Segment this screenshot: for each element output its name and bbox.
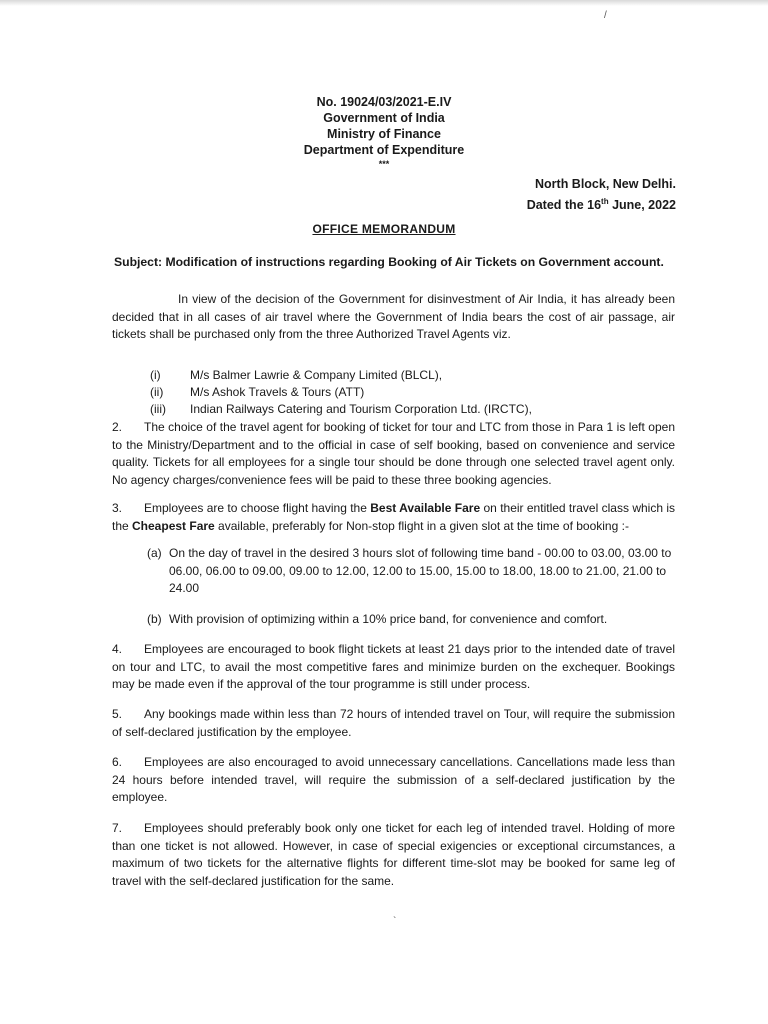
paragraph-number: 4.: [112, 642, 123, 656]
list-item: [150, 401, 670, 418]
separator-stars: ***: [378, 159, 390, 169]
paragraph-number: 7.: [112, 821, 123, 835]
sub-item-label: (b): [147, 612, 162, 626]
paragraph-7: [112, 820, 675, 890]
scan-edge-shadow: [0, 0, 768, 6]
sub-item-label: (a): [147, 546, 162, 560]
list-item-text: M/s Ashok Travels & Tours (ATT): [190, 385, 365, 399]
list-item-text: M/s Balmer Lawrie & Company Limited (BLCL),: [190, 368, 443, 382]
sub-item-b: [147, 611, 677, 629]
list-item-number: (ii): [150, 385, 164, 399]
paragraph-text: Employees are to choose flight having the: [144, 501, 371, 515]
paragraph-number: 6.: [112, 755, 123, 769]
date-superscript: th: [601, 197, 609, 206]
memo-title: OFFICE MEMORANDUM: [312, 222, 456, 236]
place-date-block: [527, 176, 676, 214]
paragraph-text: Employees are encouraged to book flight tickets at least 21 days prior to the intended date of travel on tour and LTC, to avail the most competitive fares and minimize burden on the exchequer. Bookings may be made even if the approval of the tour programme is still under process.: [112, 642, 675, 691]
list-item: [150, 367, 670, 384]
bold-phrase: Cheapest Fare: [132, 518, 215, 533]
subject-line: Subject: Modification of instructions regarding Booking of Air Tickets on Government account.: [114, 255, 664, 269]
place-line: North Block, New Delhi.: [535, 177, 676, 191]
government-line: Government of India: [323, 111, 445, 125]
paragraph-text: available, preferably for Non-stop flight in a given slot at the time of booking :-: [214, 518, 629, 533]
sub-item-text: On the day of travel in the desired 3 hours slot of following time band - 00.00 to 03.00, 03.00 to 06.00, 06.00 to 09.00, 09.00 to 12.00, 12.00 to 15.00, 15.00 to 18.00, 18.00 to 21.00, 21.00 to 24.00: [169, 546, 672, 595]
paragraph-text: Any bookings made within less than 72 hours of intended travel on Tour, will require the submission of self-declared justification by the employee.: [112, 707, 675, 739]
agent-list: [150, 367, 670, 418]
list-item-number: (i): [150, 368, 161, 382]
paragraph-number: 3.: [112, 501, 123, 515]
scan-speck: `: [393, 916, 397, 927]
list-item-number: (iii): [150, 402, 166, 416]
paragraph-text: The choice of the travel agent for booking of ticket for tour and LTC from those in Para 1 is left open to the Ministry/Department and to the official in case of self booking, based on convenience and service quality. Tickets for all employees for a single tour should be done through one selected travel agent only. No agency charges/convenience fees will be paid to these three booking agencies.: [112, 420, 675, 487]
paragraph-text: Employees are also encouraged to avoid unnecessary cancellations. Cancellations made less than 24 hours before intended travel, will require the submission of a self-declared justification by the employee.: [112, 755, 675, 804]
date-prefix: Dated the 16: [526, 198, 602, 213]
ministry-line: Ministry of Finance: [327, 127, 441, 141]
paragraph-5: [112, 706, 675, 741]
bold-phrase: Best Available Fare: [370, 501, 481, 515]
date-line: [527, 193, 676, 214]
paragraph-number: 2.: [112, 420, 123, 434]
sub-item-text: With provision of optimizing within a 10% price band, for convenience and comfort.: [169, 612, 608, 626]
paragraph-4: [112, 641, 675, 694]
list-item-text: Indian Railways Catering and Tourism Corporation Ltd. (IRCTC),: [190, 402, 532, 416]
paragraph-3: [112, 500, 675, 535]
paragraph-text: on their entitled travel class which is the: [112, 501, 676, 533]
sub-item-a: [147, 545, 677, 598]
file-number: No. 19024/03/2021-E.IV: [316, 95, 452, 109]
intro-paragraph: In view of the decision of the Government for disinvestment of Air India, it has already been decided that in all cases of air travel where the Government of India bears the cost of air passage, air tickets shall be purchased only from the three Authorized Travel Agents viz.: [112, 292, 675, 341]
paragraph-number: 5.: [112, 707, 123, 721]
department-line: Department of Expenditure: [303, 143, 465, 157]
paragraph-text: Employees should preferably book only one ticket for each leg of intended travel. Holding of more than one ticket is not allowed. However, in case of special exigencies or exceptional circumstances, a maximum of two tickets for the alternative flights for different time-slot may be booked for same leg of travel with the self-declared justification for the same.: [112, 821, 675, 888]
list-item: [150, 384, 670, 401]
date-suffix: June, 2022: [608, 198, 676, 213]
paragraph-6: [112, 754, 675, 807]
paragraph-2: [112, 419, 675, 489]
scan-speck: /: [604, 10, 607, 21]
